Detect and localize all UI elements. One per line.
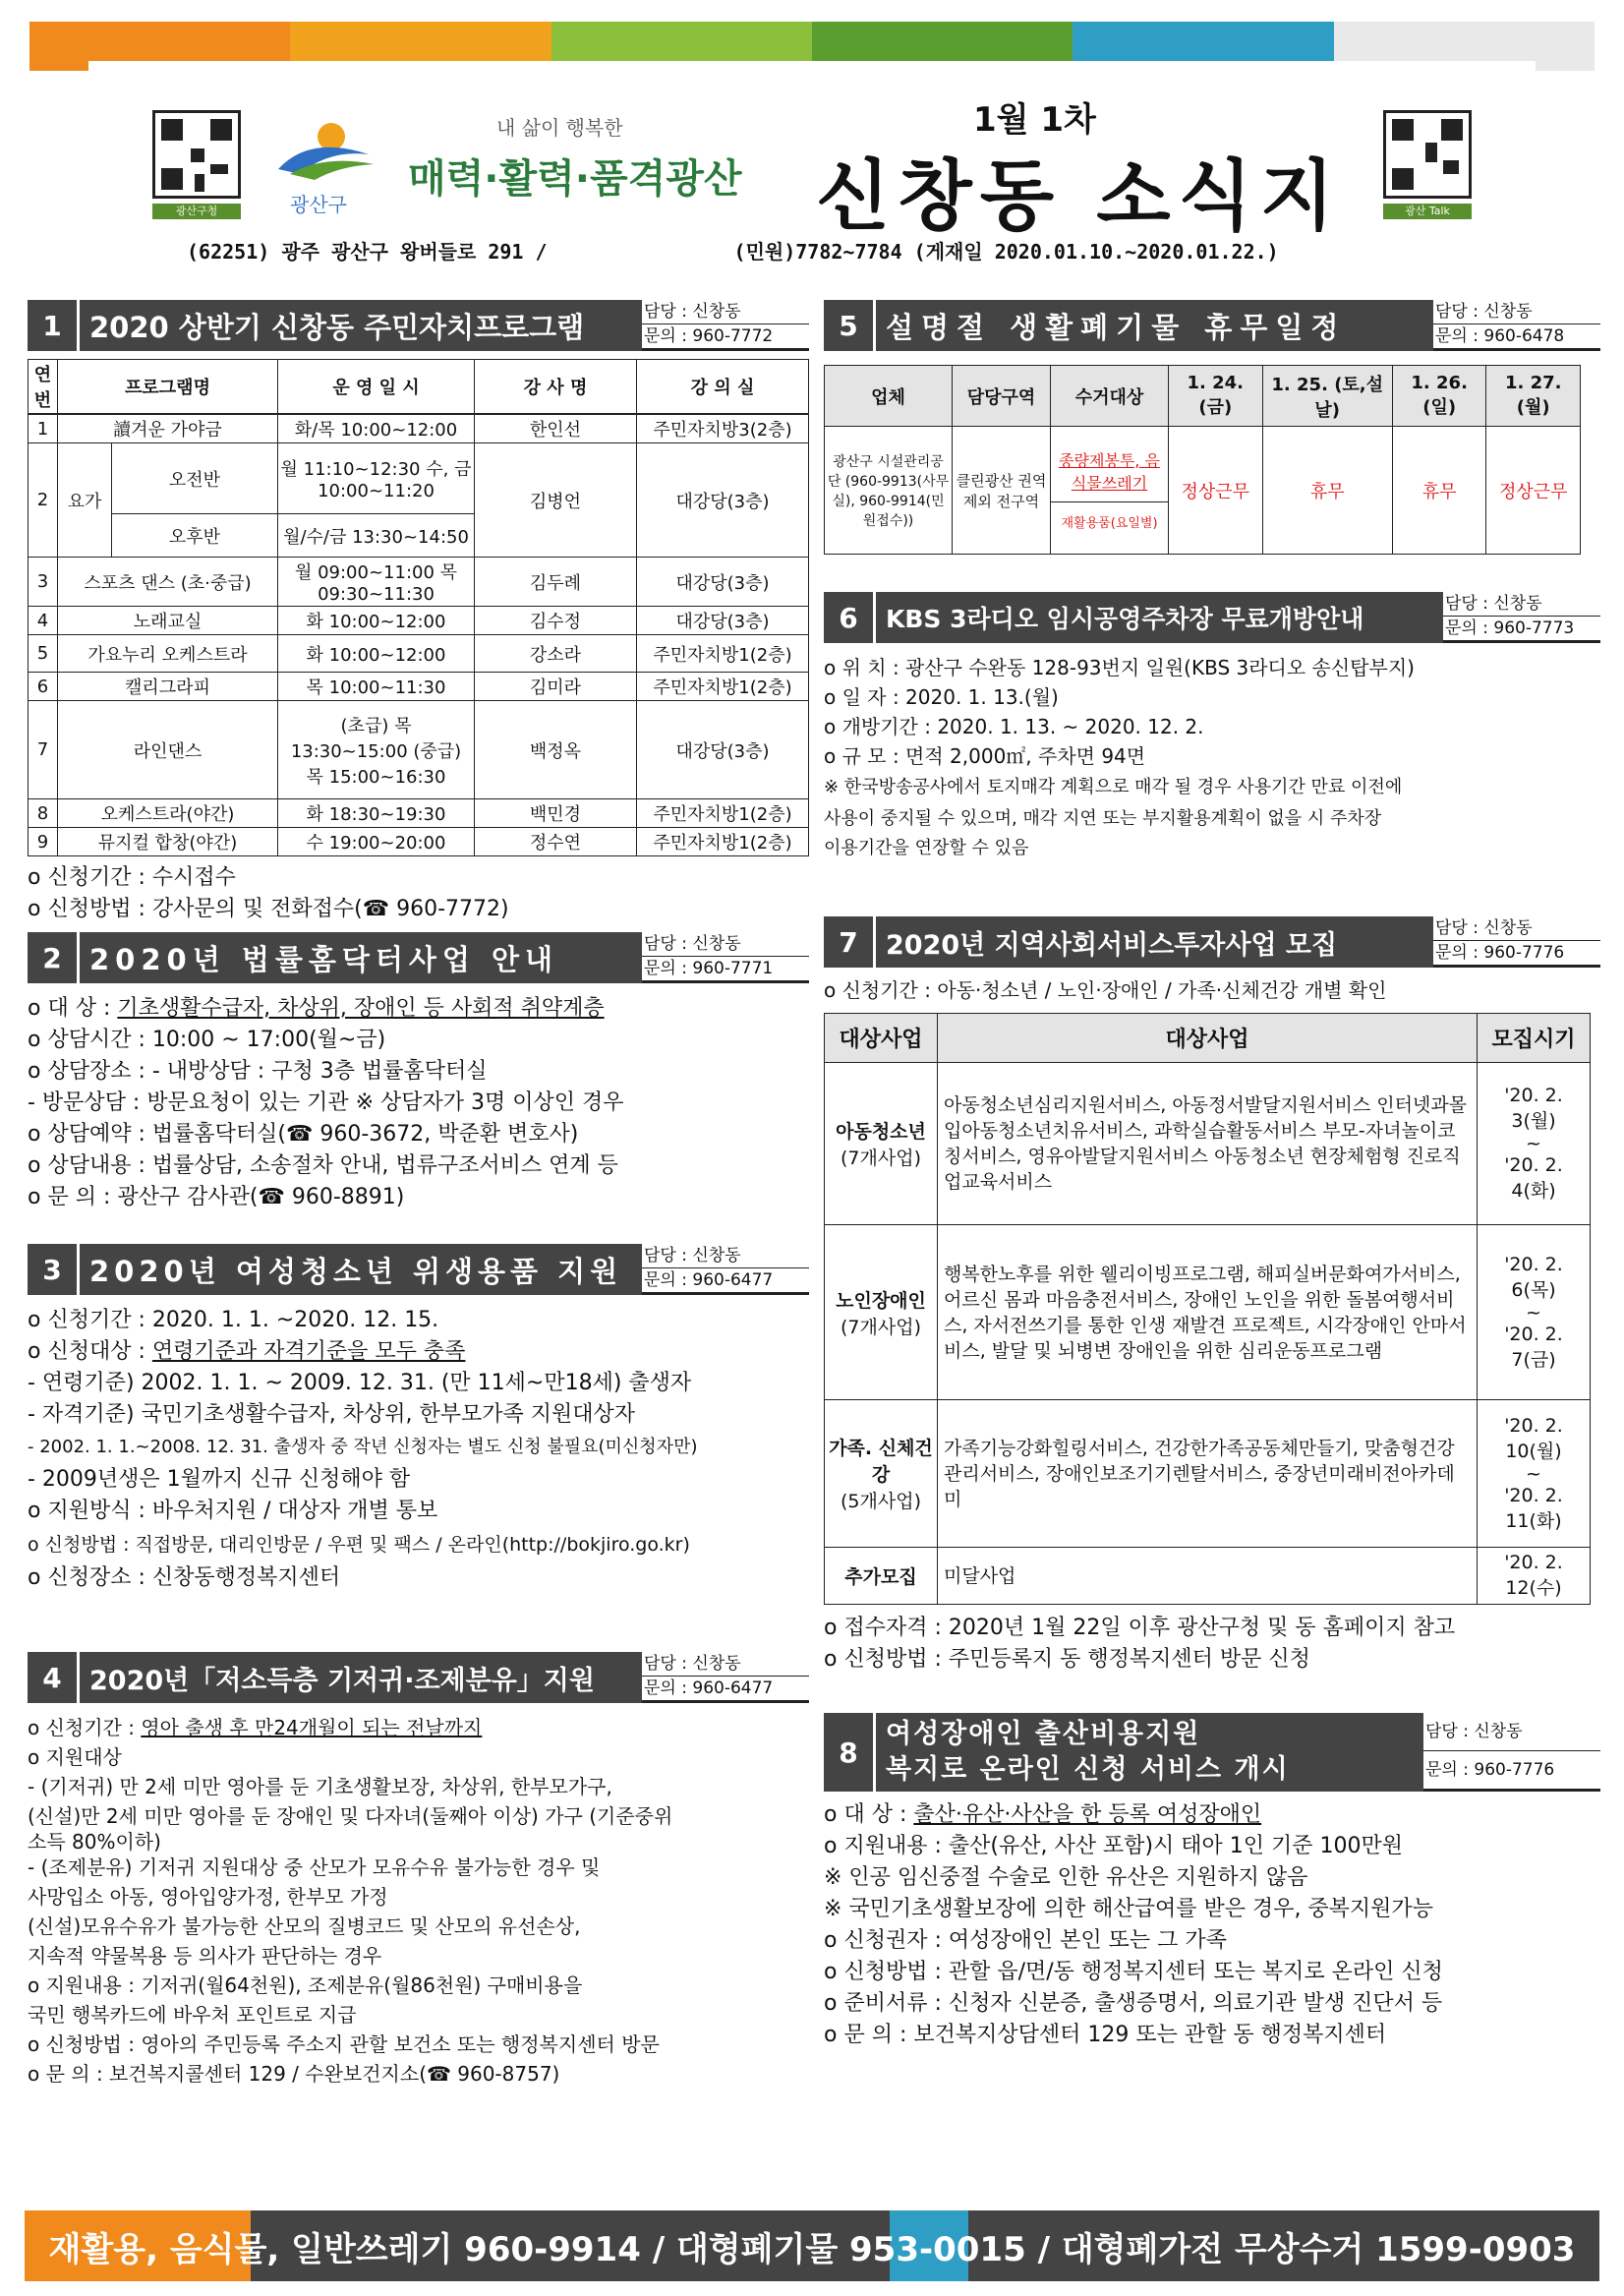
text-line: 지속적 약물복용 등 의사가 판단하는 경우 xyxy=(28,1944,382,1968)
text-line: 소득 80%이하) xyxy=(28,1830,161,1854)
section-2 xyxy=(28,932,809,1213)
text-line: - 2002. 1. 1.~2008. 12. 31. 출생자 중 작년 신청자는 별도 신청 불필요(미신청자만) xyxy=(28,1437,698,1457)
target-text: 기초생활수급자, 차상위, 장애인 등 사회적 취약계층 xyxy=(117,996,605,1021)
qr-label-right: 광산 Talk xyxy=(1383,204,1472,219)
qr-code-right[interactable] xyxy=(1383,110,1472,199)
section-title: 2020년 법률홈닥터사업 안내 xyxy=(77,932,642,983)
section-contact: 담당 : 신창동 문의 : 960-6477 xyxy=(642,1652,809,1703)
text-line: o 준비서류 : 신청자 신분증, 출생증명서, 의료기관 발생 진단서 등 xyxy=(824,1991,1443,2016)
text-line: o 상담장소 : - 내방상담 : 구청 3층 법률홈닥터실 xyxy=(28,1059,488,1084)
label: o 대 상 : xyxy=(28,996,118,1021)
text-line: o 신청권자 : 여성장애인 본인 또는 그 가족 xyxy=(824,1928,1227,1953)
text-line: 사망입소 아동, 영아입양가정, 한부모 가정 xyxy=(28,1885,388,1909)
text-line: o 신청기간 : 2020. 1. 1. ~2020. 12. 15. xyxy=(28,1308,439,1332)
section-contact: 담당 : 신창동 문의 : 960-7771 xyxy=(642,932,809,983)
table-row: 6 캘리그라피 목 10:00~11:30 김미라 주민자치방1(2층) xyxy=(29,673,809,701)
text-line: - 자격기준) 국민기초생활수급자, 차상위, 한부모가족 지원대상자 xyxy=(28,1402,636,1427)
slogan: 매력·활력·품격광산 xyxy=(408,156,742,202)
section-title: 2020 상반기 신창동 주민자치프로그램 xyxy=(77,300,642,351)
service-table: 대상사업 대상사업 모집시기 아동청소년 (7개사업) 아동청소년심리지원서비스, 아동정서발달지원서비스 인터넷과몰입아동청소년치유서비스, 과학실습활동서비스 부모-자녀놀이코칭서비스, 영유아발달지원서비스 아동청소년 현장체험형 진로직업교육서비스 '20. 2. 3(월) ~ '20. 2. 4(화) 노인장애인 (7개사업) 행복한노후를 위한 웰리이빙프로그램, 해피실버문화여가서비스, 어르신 몸과 마음충전서비스, 장애인 노인을 위한 돌봄여행서비스, 자서전쓰기를 통한 인생 재발견 프로젝트, 시각장애인 안마서비스, 발달 및 뇌병변 장애인을 위한 심리운동프로그램 '20. 2. 6(목) ~ '20. 2. 7(금) 가족. 신체건강 (5개사업) 가족기능강화힐링서비스, 건강한가족공동체만들기, 맞춤형건강관리서비스, 장애인보조기기렌탈서비스, 중장년미래비전아카데미 '20. 2. 10(월) ~ '20. 2. 11(화) 추가모집 미달사업 '20. 2. 12(수) xyxy=(824,1013,1591,1605)
section-1-lines xyxy=(28,862,809,925)
text-line: o 신청기간 : 수시접수 xyxy=(28,865,236,890)
target-text: 출산·유산·사산을 한 등록 여성장애인 xyxy=(913,1802,1262,1827)
text-line: o 개방기간 : 2020. 1. 13. ~ 2020. 12. 2. xyxy=(824,715,1204,738)
text-line: o 위 치 : 광산구 수완동 128-93번지 일원(KBS 3라디오 송신탑부지) xyxy=(824,656,1415,679)
text-line: - 방문상담 : 방문요청이 있는 기관 ※ 상담자가 3명 이상인 경우 xyxy=(28,1090,624,1115)
section-6 xyxy=(824,592,1600,863)
text-line: o 일 자 : 2020. 1. 13.(월) xyxy=(824,685,1059,709)
section-1 xyxy=(28,300,809,925)
text-line: o 신청방법 : 직접방문, 대리인방문 / 우편 및 팩스 / 온라인(http://bokjiro.go.kr) xyxy=(28,1534,690,1556)
section-subtitle: 복지로 온라인 신청 서비스 개시 xyxy=(886,1754,1290,1785)
text-line: o 지원내용 : 기저귀(월64천원), 조제분유(월86천원) 구매비용을 xyxy=(28,1973,583,1997)
text-line: o 지원방식 : 바우처지원 / 대상자 개별 통보 xyxy=(28,1499,438,1523)
address: (62251) 광주 광산구 왕버들로 291 / xyxy=(187,239,548,264)
table-row: 7 라인댄스 (초급) 목 13:30~15:00 (중급) 목 15:00~16:30 백정옥 대강당(3층) xyxy=(29,701,809,799)
text-line: (신설)만 2세 미만 영아를 둔 장애인 및 다자녀(둘째아 이상) 가구 (기준중위 xyxy=(28,1804,673,1828)
section-number: 7 xyxy=(824,916,873,968)
section-contact: 담당 : 신창동 문의 : 960-6477 xyxy=(642,1244,809,1295)
text-line: ※ 국민기초생활보장에 의한 해산급여를 받은 경우, 중복지원가능 xyxy=(824,1897,1433,1921)
section-number: 8 xyxy=(824,1713,873,1792)
section-number: 6 xyxy=(824,592,873,643)
text-line: ※ 인공 임신중절 수술로 인한 유산은 지원하지 않음 xyxy=(824,1865,1308,1890)
text-line: o 신청기간 : 아동·청소년 / 노인·장애인 / 가족·신체건강 개별 확인 xyxy=(824,978,1387,1002)
text-line: o 규 모 : 면적 2,000㎡, 주차면 94면 xyxy=(824,744,1146,768)
text-line: 사용이 중지될 수 있으며, 매각 지연 또는 부지활용계획이 없을 시 주차장 xyxy=(824,808,1382,829)
page-title: 신창동 소식지 xyxy=(816,152,1343,241)
section-contact: 담당 : 신창동 문의 : 960-7776 xyxy=(1423,1713,1600,1792)
section-title: 2020년「저소득층 기저귀·조제분유」지원 xyxy=(77,1652,642,1703)
target-text: 영아 출생 후 만24개월이 되는 전날까지 xyxy=(141,1716,483,1739)
text-line: o 지원대상 xyxy=(28,1745,122,1769)
table-row: 가족. 신체건강 (5개사업) 가족기능강화힐링서비스, 건강한가족공동체만들기, 맞춤형건강관리서비스, 장애인보조기기렌탈서비스, 중장년미래비전아카데미 '20. 2. 10(월) ~ '20. 2. 11(화) xyxy=(825,1400,1591,1548)
table-row: 추가모집 미달사업 '20. 2. 12(수) xyxy=(825,1548,1591,1605)
text-line: o 상담시간 : 10:00 ~ 17:00(월~금) xyxy=(28,1028,386,1052)
text-line: o 상담예약 : 법률홈닥터실(☎ 960-3672, 박준환 변호사) xyxy=(28,1122,579,1147)
table-row: 8 오케스트라(야간) 화 18:30~19:30 백민경 주민자치방1(2층) xyxy=(29,799,809,828)
waste-schedule-table: 업체 담당구역 수거대상 1. 24. (금) 1. 25. (토,설날) 1. 26. (일) 1. 27. (월) 광산구 시설관리공단 (960-9913(사무실), 960-9914(민원접수)) 클린광산 권역제외 전구역 종량제봉투, 음식물쓰레기 재활용품(요일별) 정상근무 휴무 휴무 정상근무 xyxy=(824,365,1581,555)
section-contact: 담당 : 신창동 문의 : 960-7773 xyxy=(1443,592,1600,643)
section-contact: 담당 : 신창동 문의 : 960-7772 xyxy=(642,300,809,351)
target-text: 연령기준과 자격기준을 모두 충족 xyxy=(151,1339,466,1364)
label: o 신청기간 : xyxy=(28,1716,142,1739)
program-table: 연번 프로그램명 운 영 일 시 강 사 명 강 의 실 1 讀겨운 가야금 화/목 10:00~12:00 한인선 주민자치방3(2층) 2 요가 오전반 월 11:10~12:30 수, 금 10:00~11:20 김병언 대강당(3층) 오후반 월/수/금 13:30~14:50 3 스포츠 댄스 (초·중급) 월 09:00~11:00 목 09:30~11:30 김두례 대강당(3층) 4 노래교실 화 10:00~12:00 김수정 대강당(3층) 5 가요누리 오케스트라 화 10:00~12:00 강소라 주민자치방1(2층) 6 캘리그라피 목 10:00~11:30 김미라 주민자치방1(2층) 7 라인댄스 (초급) 목 13:30~15:00 (중급) 목 15:00~16:30 백정옥 대강당(3층) 8 오케스트라(야간) 화 18:30~19:30 백민경 주민자치방1(2층) 9 뮤지컬 합창(야간) 수 19:00~20:00 정수연 주민자치방1(2층) xyxy=(28,359,809,856)
issue-number: 1월 1차 xyxy=(973,100,1096,140)
table-row: 5 가요누리 오케스트라 화 10:00~12:00 강소라 주민자치방1(2층) xyxy=(29,635,809,673)
label: o 대 상 : xyxy=(824,1802,914,1827)
section-title: KBS 3라디오 임시공영주차장 무료개방안내 xyxy=(873,592,1443,643)
section-title: 2020년 여성청소년 위생용품 지원 xyxy=(77,1244,642,1295)
text-line: o 접수자격 : 2020년 1월 22일 이후 광산구청 및 동 홈페이지 참고 xyxy=(824,1616,1456,1640)
section-8 xyxy=(824,1713,1600,2051)
text-line: o 신청방법 : 강사문의 및 전화접수(☎ 960-7772) xyxy=(28,897,509,921)
text-line: o 문 의 : 보건복지상담센터 129 또는 관할 동 행정복지센터 xyxy=(824,2023,1387,2047)
company-cell: 광산구 시설관리공단 (960-9913(사무실), 960-9914(민원접수)) xyxy=(825,427,953,555)
text-line: o 문 의 : 광산구 감사관(☎ 960-8891) xyxy=(28,1185,405,1209)
section-7 xyxy=(824,916,1600,1676)
section-number: 2 xyxy=(28,932,77,983)
slogan-small: 내 삶이 행복한 xyxy=(496,116,623,140)
label: o 신청대상 : xyxy=(28,1339,152,1364)
text-line: o 상담내용 : 법률상담, 소송절차 안내, 법류구조서비스 연계 등 xyxy=(28,1153,618,1178)
logo-text: 광산구 xyxy=(290,193,347,216)
text-line: o 문 의 : 보건복지콜센터 129 / 수완보건지소(☎ 960-8757) xyxy=(28,2062,560,2086)
text-line: o 지원내용 : 출산(유산, 사산 포함)시 태아 1인 기준 100만원 xyxy=(824,1834,1403,1858)
qr-code-left[interactable] xyxy=(152,110,241,199)
table-row: 아동청소년 (7개사업) 아동청소년심리지원서비스, 아동정서발달지원서비스 인터넷과몰입아동청소년치유서비스, 과학실습활동서비스 부모-자녀놀이코칭서비스, 영유아발달지원서비스 아동청소년 현장체험형 진로직업교육서비스 '20. 2. 3(월) ~ '20. 2. 4(화) xyxy=(825,1063,1591,1225)
area-cell: 클린광산 권역제외 전구역 xyxy=(953,427,1051,555)
text-line: o 신청방법 : 영아의 주민등록 주소지 관할 보건소 또는 행정복지센터 방문 xyxy=(28,2032,660,2056)
table-row: 3 스포츠 댄스 (초·중급) 월 09:00~11:00 목 09:30~11:30 김두례 대강당(3층) xyxy=(29,558,809,607)
text-line: - (기저귀) 만 2세 미만 영아를 둔 기초생활보장, 차상위, 한부모가구, xyxy=(28,1775,612,1798)
header xyxy=(88,61,1536,258)
section-number: 3 xyxy=(28,1244,77,1295)
table-row: 오후반 월/수/금 13:30~14:50 xyxy=(29,514,809,558)
section-number: 1 xyxy=(28,300,77,351)
text-line: o 신청방법 : 관할 읍/면/동 행정복지센터 또는 복지로 온라인 신청 xyxy=(824,1960,1443,1984)
text-line: (신설)모유수유가 불가능한 산모의 질병코드 및 산모의 유선손상, xyxy=(28,1914,581,1938)
section-number: 5 xyxy=(824,300,873,351)
address-bar xyxy=(88,234,1536,265)
section-3 xyxy=(28,1244,809,1594)
table-row: 9 뮤지컬 합창(야간) 수 19:00~20:00 정수연 주민자치방1(2층) xyxy=(29,828,809,856)
text-line: - (조제분유) 기저귀 지원대상 중 산모가 모유수유 불가능한 경우 및 xyxy=(28,1855,601,1879)
text-line: - 2009년생은 1월까지 신규 신청해야 함 xyxy=(28,1467,411,1492)
footer xyxy=(25,2210,1599,2281)
section-contact: 담당 : 신창동 문의 : 960-7776 xyxy=(1433,916,1600,968)
table-row: 노인장애인 (7개사업) 행복한노후를 위한 웰리이빙프로그램, 해피실버문화여가서비스, 어르신 몸과 마음충전서비스, 장애인 노인을 위한 돌봄여행서비스, 자서전쓰기를 통한 인생 재발견 프로젝트, 시각장애인 안마서비스, 발달 및 뇌병변 장애인을 위한 심리운동프로그램 '20. 2. 6(목) ~ '20. 2. 7(금) xyxy=(825,1225,1591,1400)
text-line: 이용기간을 연장할 수 있음 xyxy=(824,838,1029,858)
section-title: 2020년 지역사회서비스투자사업 모집 xyxy=(873,916,1433,968)
text-line: o 신청장소 : 신창동행정복지센터 xyxy=(28,1565,341,1590)
table-row: 1 讀겨운 가야금 화/목 10:00~12:00 한인선 주민자치방3(2층) xyxy=(29,414,809,443)
text-line: ※ 한국방송공사에서 토지매각 계획으로 매각 될 경우 사용기간 만료 이전에 xyxy=(824,777,1403,797)
section-title: 설명절 생활폐기물 휴무일정 xyxy=(873,300,1433,351)
section-5 xyxy=(824,300,1600,555)
text-line: 국민 행복카드에 바우처 포인트로 지급 xyxy=(28,2003,357,2027)
section-number: 4 xyxy=(28,1652,77,1703)
section-contact: 담당 : 신창동 문의 : 960-6478 xyxy=(1433,300,1600,351)
table-row: 4 노래교실 화 10:00~12:00 김수정 대강당(3층) xyxy=(29,607,809,635)
contact-info: (민원)7782~7784 (게재일 2020.01.10.~2020.01.22.) xyxy=(733,239,1279,264)
qr-label-left: 광산구청 xyxy=(152,204,241,219)
section-title: 여성장애인 출산비용지원 xyxy=(886,1719,1201,1749)
text-line: o 신청방법 : 주민등록지 동 행정복지센터 방문 신청 xyxy=(824,1647,1310,1672)
footer-text: 재활용, 음식물, 일반쓰레기 960-9914 / 대형폐기물 953-0015 / 대형폐가전 무상수거 1599-0903 xyxy=(48,2229,1576,2269)
table-row: 2 요가 오전반 월 11:10~12:30 수, 금 10:00~11:20 김병언 대강당(3층) xyxy=(29,443,809,514)
text-line: - 연령기준) 2002. 1. 1. ~ 2009. 12. 31. (만 11세~만18세) 출생자 xyxy=(28,1371,692,1395)
section-4 xyxy=(28,1652,809,2089)
